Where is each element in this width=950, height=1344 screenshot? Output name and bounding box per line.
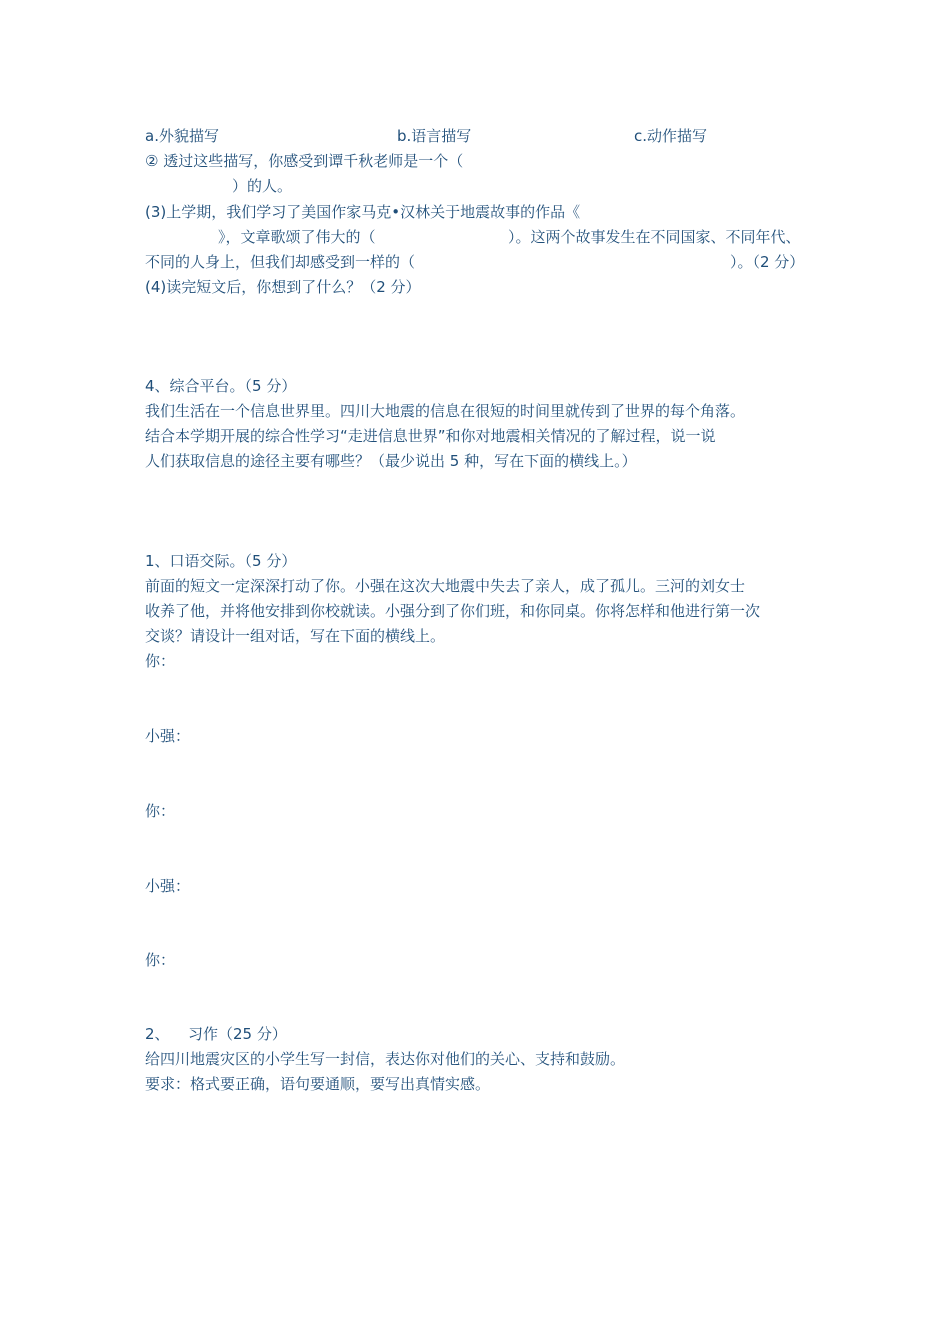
dialogue-you-3: 你： — [145, 951, 176, 969]
subquestion-4: (4)读完短文后，你想到了什么？（2 分） — [145, 278, 421, 296]
oral-text-line: 前面的短文一定深深打动了你。小强在这次大地震中失去了亲人，成了孤儿。三河的刘女士 — [145, 577, 746, 595]
dialogue-you-1: 你： — [145, 652, 176, 670]
writing-text-line: 给四川地震灾区的小学生写一封信，表达你对他们的关心、支持和鼓励。 — [145, 1050, 626, 1068]
subquestion-2-line-1: ② 透过这些描写，你感受到谭千秋老师是一个（ — [145, 152, 464, 170]
subquestion-2-line-2: ）的人。 — [232, 177, 293, 195]
q4-text-line: 人们获取信息的途径主要有哪些？（最少说出 5 种，写在下面的横线上。） — [145, 452, 637, 470]
dialogue-xiaoqiang-2: 小强： — [145, 877, 191, 895]
q4-heading: 4、综合平台。（5 分） — [145, 377, 297, 395]
subquestion-3-line-3b: ）。（2 分） — [730, 253, 805, 271]
oral-text-line: 收养了他，并将他安排到你校就读。小强分到了你们班，和你同桌。你将怎样和他进行第一次 — [145, 602, 761, 620]
q4-text-line: 我们生活在一个信息世界里。四川大地震的信息在很短的时间里就传到了世界的每个角落。 — [145, 402, 746, 420]
dialogue-you-2: 你： — [145, 802, 176, 820]
oral-heading: 1、口语交际。（5 分） — [145, 552, 297, 570]
writing-text-line: 要求：格式要正确，语句要通顺，要写出真情实感。 — [145, 1075, 491, 1093]
writing-heading: 习作（25 分） — [188, 1025, 287, 1043]
oral-text-line: 交谈？请设计一组对话，写在下面的横线上。 — [145, 627, 446, 645]
dialogue-xiaoqiang-1: 小强： — [145, 727, 191, 745]
option-a: a.外貌描写 — [145, 127, 219, 145]
option-c: c.动作描写 — [634, 127, 708, 145]
subquestion-3-line-1: (3)上学期，我们学习了美国作家马克•汉林关于地震故事的作品《 — [145, 203, 581, 221]
subquestion-3-line-2b: ）。这两个故事发生在不同国家、不同年代、 — [508, 228, 801, 246]
subquestion-3-line-2a: 》，文章歌颂了伟大的（ — [218, 228, 376, 246]
option-b: b.语言描写 — [397, 127, 472, 145]
q4-text-line: 结合本学期开展的综合性学习“走进信息世界”和你对地震相关情况的了解过程，说一说 — [145, 427, 716, 445]
subquestion-3-line-3a: 不同的人身上，但我们却感受到一样的（ — [145, 253, 416, 271]
writing-heading-number: 2、 — [145, 1025, 170, 1043]
